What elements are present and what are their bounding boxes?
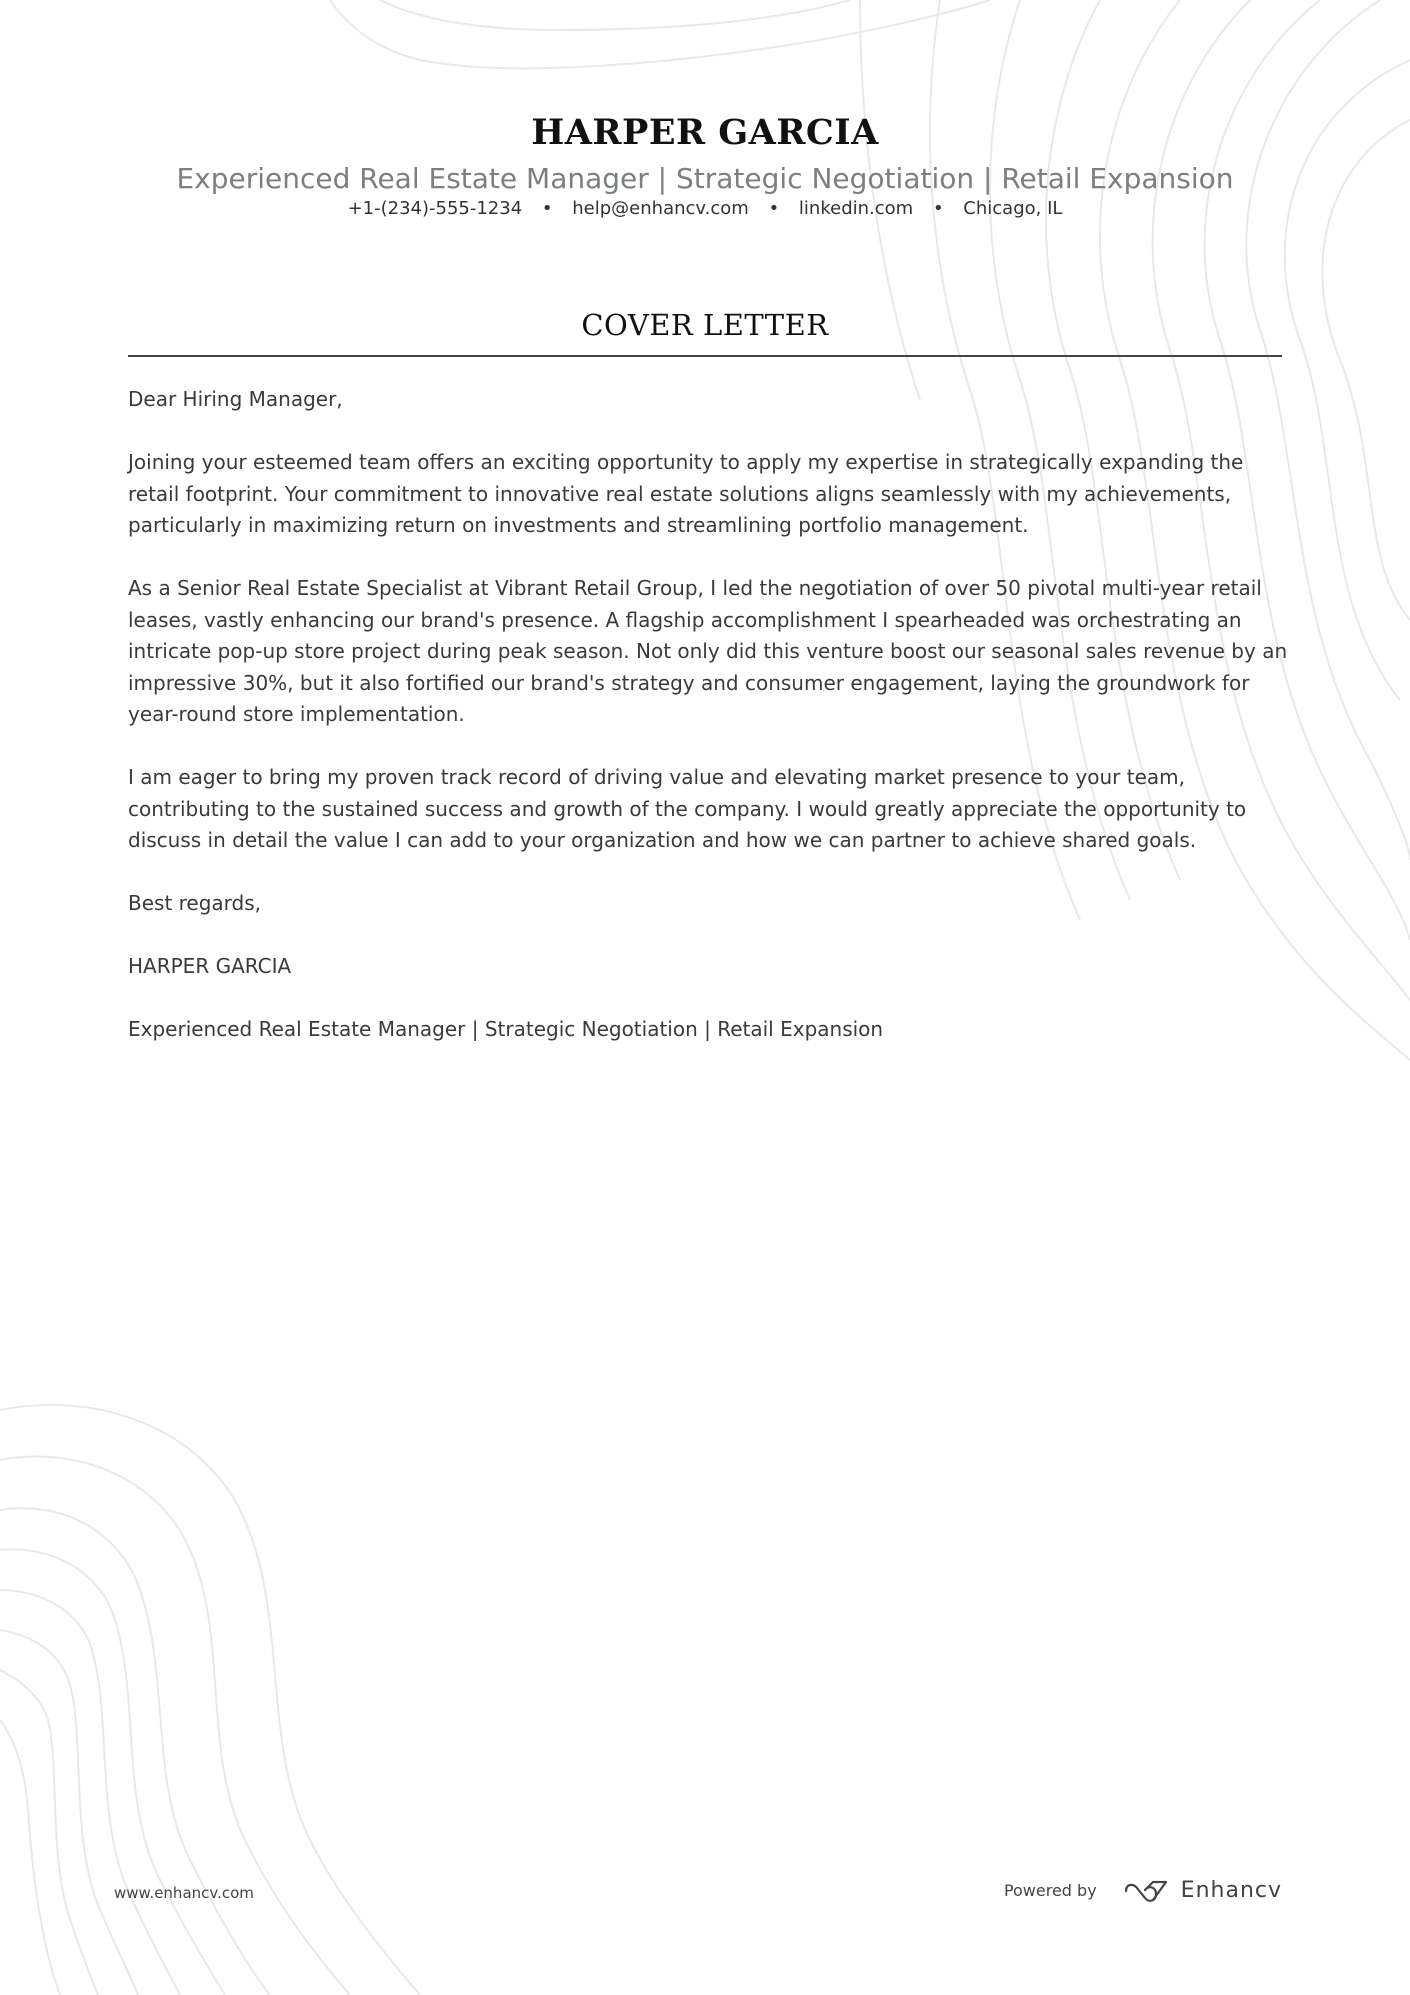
section-title: COVER LETTER — [581, 308, 829, 342]
contact-separator: • — [541, 198, 553, 219]
powered-by-label: Powered by — [1003, 1881, 1097, 1900]
letter-paragraph: Joining your esteemed team offers an exciting opportunity to apply my expertise in strategically expanding the retail footprint. Your commitment to innovative real estate solutions aligns seamlessly with my achievements, particularly in maximizing return on investments and streamlining portfolio management. — [128, 450, 1244, 537]
footer-website: www.enhancv.com — [114, 1884, 254, 1902]
section-divider — [128, 355, 1282, 357]
email-address: help@enhancv.com — [572, 198, 749, 219]
letter-body — [128, 384, 1290, 1077]
location: Chicago, IL — [963, 198, 1063, 219]
greeting: Dear Hiring Manager, — [128, 387, 343, 411]
contact-line — [0, 198, 1410, 219]
phone-number: +1-(234)-555-1234 — [347, 198, 523, 219]
signature-title: Experienced Real Estate Manager | Strategic Negotiation | Retail Expansion — [128, 1017, 884, 1041]
letter-paragraph: As a Senior Real Estate Specialist at Vibrant Retail Group, I led the negotiation of over 50 pivotal multi-year retail leases, vastly enhancing our brand's presence. A flagship accomplishment I spearheaded was orchestrating an intricate pop-up store project during peak season. Not only did this venture boost our seasonal sales revenue by an impressive 30%, but it also fortified our brand's strategy and consumer engagement, laying the groundwork for year-round store implementation. — [128, 576, 1288, 726]
candidate-headline: Experienced Real Estate Manager | Strategic Negotiation | Retail Expansion — [176, 162, 1234, 195]
enhancv-logo-icon — [1123, 1879, 1169, 1903]
signature-name: HARPER GARCIA — [128, 954, 292, 978]
enhancv-brand-name: Enhancv — [1180, 1878, 1282, 1903]
closing: Best regards, — [128, 891, 262, 915]
candidate-name: HARPER GARCIA — [531, 112, 879, 153]
contact-separator: • — [768, 198, 780, 219]
letter-paragraph: I am eager to bring my proven track record of driving value and elevating market presence to your team, contributing to the sustained success and growth of the company. I would greatly appreciate the opportunity to discuss in detail the value I can add to your organization and how we can partner to achieve shared goals. — [128, 765, 1247, 852]
footer-branding — [1004, 1878, 1282, 1903]
contact-separator: • — [932, 198, 944, 219]
linkedin-link: linkedin.com — [798, 198, 914, 219]
